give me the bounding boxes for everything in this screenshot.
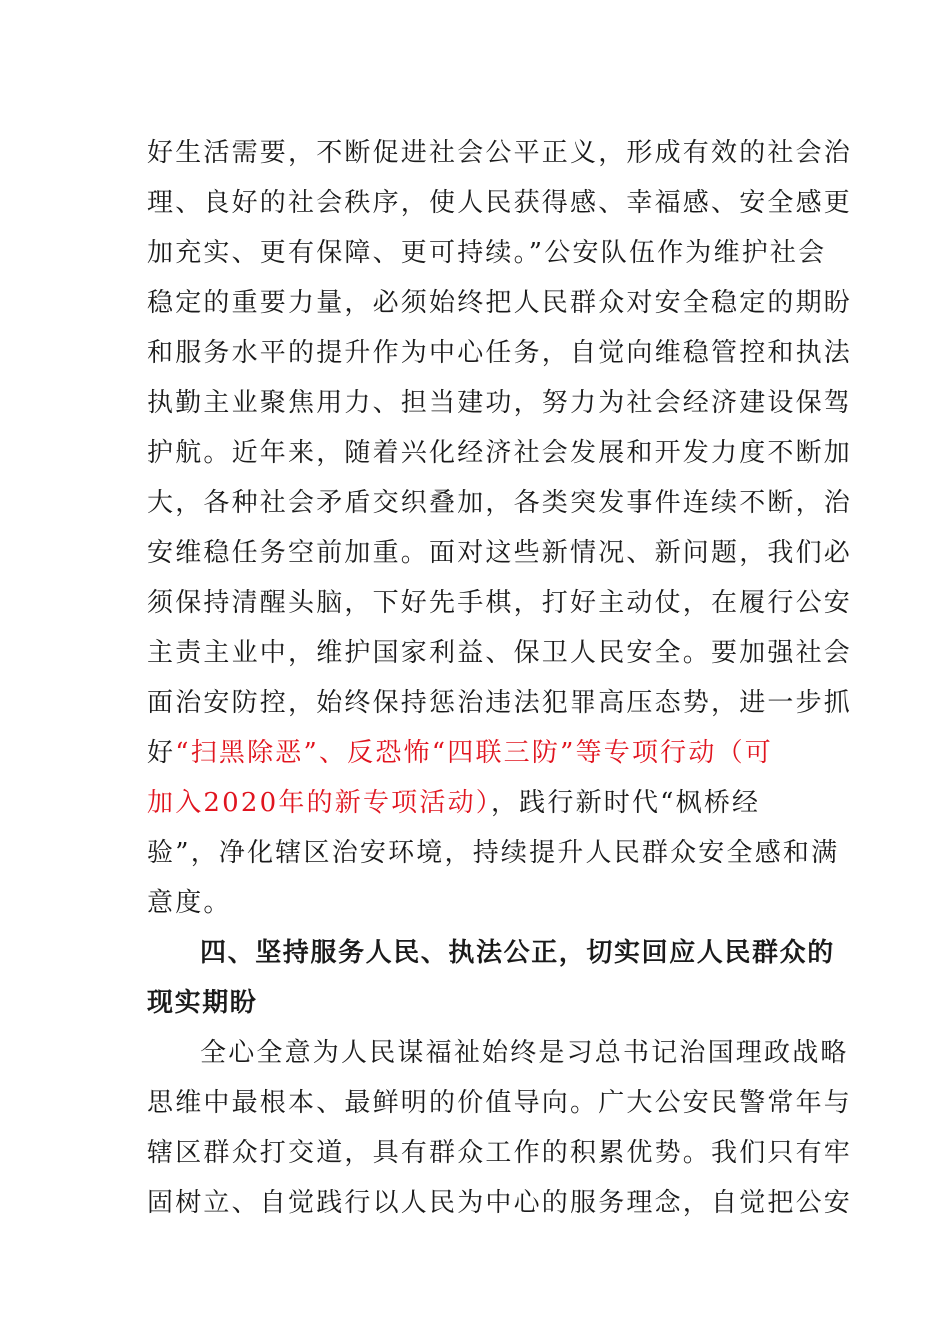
text-line: 护航。近年来，随着兴化经济社会发展和开发力度不断加 [147,438,853,468]
text-line: 辖区群众打交道，具有群众工作的积累优势。我们只有牢 [147,1138,853,1168]
text-line-mixed [147,786,760,820]
highlighted-note: 加入2020年的新专项活动） [147,788,491,818]
text-line: 加充实、更有保障、更可持续。”公安队伍作为维护社会 [147,238,827,268]
text-line: 面治安防控，始终保持惩治违法犯罪高压态势，进一步抓 [147,688,853,718]
text-line: 验”，净化辖区治安环境，持续提升人民群众安全感和满 [147,838,840,868]
text-segment: ，践行新时代“枫桥经 [490,788,761,818]
text-line: 意度。 [147,888,232,918]
text-segment: 好 [147,738,176,768]
text-line: 须保持清醒头脑，下好先手棋，打好主动仗，在履行公安 [147,588,853,618]
text-line: 大，各种社会矛盾交织叠加，各类突发事件连续不断，治 [147,488,853,518]
highlighted-note: “扫黑除恶”、反恐怖“四联三防”等专项行动（可 [175,738,773,768]
text-line: 安维稳任务空前加重。面对这些新情况、新问题，我们必 [147,538,853,568]
text-line: 执勤主业聚焦用力、担当建功，努力为社会经济建设保驾 [147,388,853,418]
section-heading: 四、坚持服务人民、执法公正，切实回应人民群众的 [200,938,835,968]
text-line: 主责主业中，维护国家利益、保卫人民安全。要加强社会 [147,638,853,668]
text-line-mixed [147,736,773,770]
text-line: 思维中最根本、最鲜明的价值导向。广大公安民警常年与 [147,1088,853,1118]
section-heading-continued: 现实期盼 [147,988,258,1018]
paragraph-first-line: 全心全意为人民谋福祉始终是习总书记治国理政战略 [200,1038,849,1068]
text-line: 好生活需要，不断促进社会公平正义，形成有效的社会治 [147,138,853,168]
text-line: 和服务水平的提升作为中心任务，自觉向维稳管控和执法 [147,338,853,368]
text-line: 稳定的重要力量，必须始终把人民群众对安全稳定的期盼 [147,288,853,318]
text-line: 固树立、自觉践行以人民为中心的服务理念，自觉把公安 [147,1188,853,1218]
text-line: 理、良好的社会秩序，使人民获得感、幸福感、安全感更 [147,188,853,218]
